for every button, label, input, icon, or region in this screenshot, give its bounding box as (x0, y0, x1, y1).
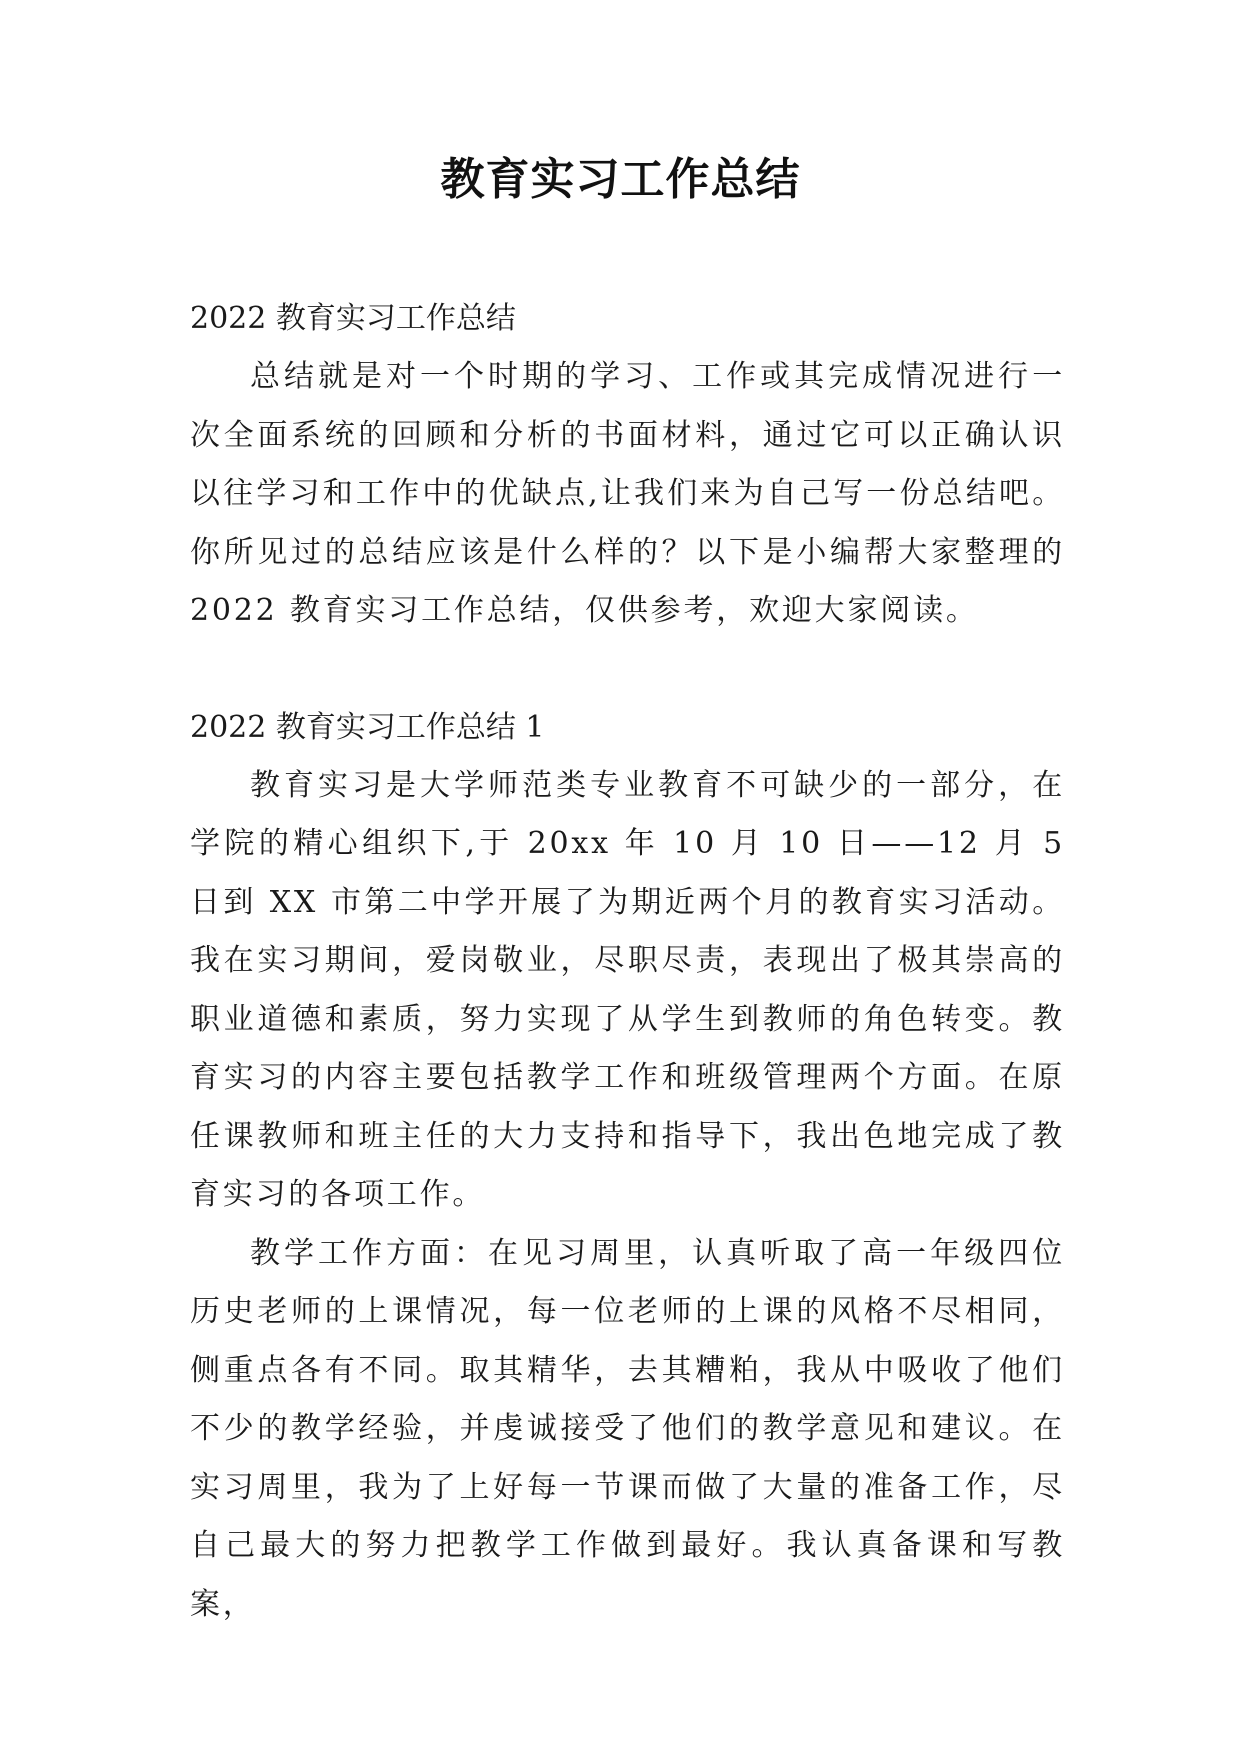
document-body (190, 290, 1065, 1634)
section-1-paragraph-2: 教学工作方面：在见习周里，认真听取了高一年级四位历史老师的上课情况，每一位老师的上课的风格不尽相同，侧重点各有不同。取其精华，去其糟粕，我从中吸收了他们不少的教学经验，并虔诚接受了他们的教学意见和建议。在实习周里，我为了上好每一节课而做了大量的准备工作，尽自己最大的努力把教学工作做到最好。我认真备课和写教案， (190, 1235, 1065, 1622)
document-title: 教育实习工作总结 (440, 154, 801, 205)
intro-paragraph: 总结就是对一个时期的学习、工作或其完成情况进行一次全面系统的回顾和分析的书面材料，通过它可以正确认识以往学习和工作中的优缺点,让我们来为自己写一份总结吧。你所见过的总结应该是什么样的？以下是小编帮大家整理的 2022 教育实习工作总结，仅供参考，欢迎大家阅读。 (190, 359, 1065, 628)
section-spacer (190, 641, 1065, 699)
section-1-heading: 2022 教育实习工作总结 1 (190, 709, 545, 745)
intro-heading: 2022 教育实习工作总结 (190, 301, 516, 336)
section-1-paragraph-1: 教育实习是大学师范类专业教育不可缺少的一部分，在学院的精心组织下,于 20xx 年 10 月 10 日——12 月 5 日到 XX 市第二中学开展了为期近两个月的教育实习活动。我在实习期间，爱岗敬业，尽职尽责，表现出了极其崇高的职业道德和素质，努力实现了从学生到教师的角色转变。教育实习的内容主要包括教学工作和班级管理两个方面。在原任课教师和班主任的大力支持和指导下，我出色地完成了教育实习的各项工作。 (190, 767, 1065, 1212)
